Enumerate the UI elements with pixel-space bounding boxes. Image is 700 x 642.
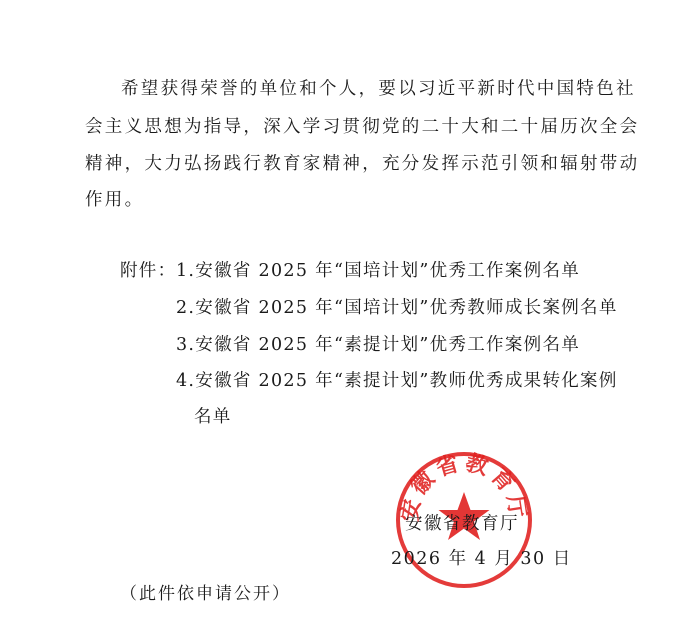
attachment-item-4-continuation: 名单 xyxy=(194,407,232,427)
body-paragraph-line-4: 作用。 xyxy=(85,190,145,210)
attachment-item-2: 2.安徽省 2025 年“国培计划”优秀教师成长案例名单 xyxy=(176,298,618,318)
disclosure-note: （此件依申请公开） xyxy=(120,584,291,604)
body-paragraph-line-1: 希望获得荣誉的单位和个人，要以习近平新时代中国特色社 xyxy=(121,79,636,99)
issuing-organization: 安徽省教育厅 xyxy=(405,514,519,534)
attachments-label: 附件： xyxy=(120,261,177,281)
body-paragraph-line-2: 会主义思想为指导，深入学习贯彻党的二十大和二十届历次全会 xyxy=(85,117,640,137)
attachment-item-1: 1.安徽省 2025 年“国培计划”优秀工作案例名单 xyxy=(176,261,581,281)
seal-text: 安徽省教育厅 xyxy=(397,450,531,524)
issue-date: 2026 年 4 月 30 日 xyxy=(391,549,572,569)
attachment-item-3: 3.安徽省 2025 年“素提计划”优秀工作案例名单 xyxy=(176,335,581,355)
attachment-item-4: 4.安徽省 2025 年“素提计划”教师优秀成果转化案例 xyxy=(176,371,618,391)
body-paragraph-line-3: 精神，大力弘扬践行教育家精神，充分发挥示范引领和辐射带动 xyxy=(85,154,640,174)
